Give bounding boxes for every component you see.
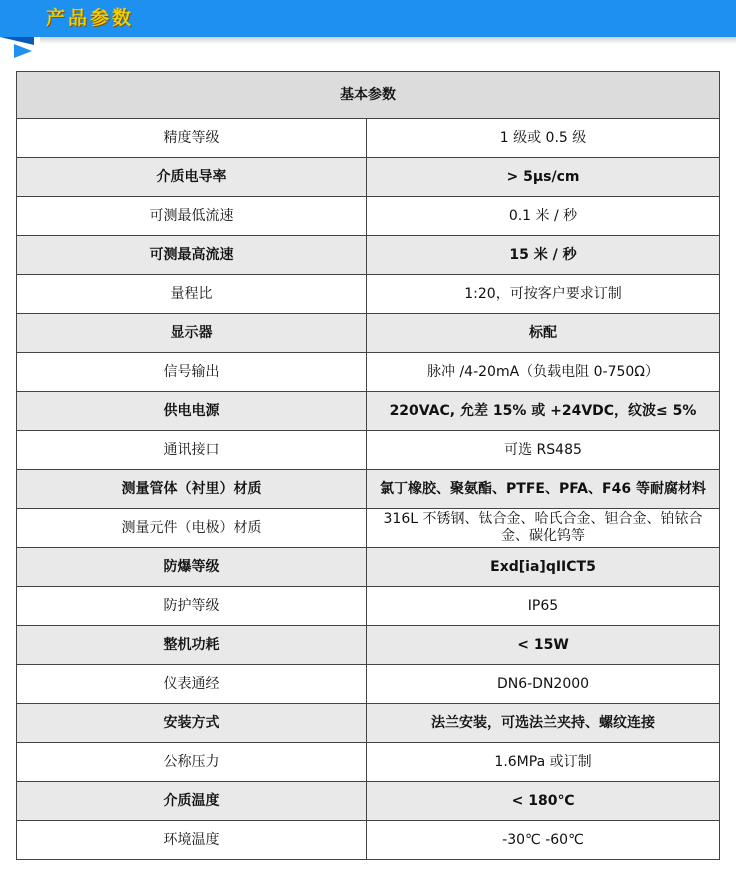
param-label: 信号输出 — [17, 353, 367, 392]
table-row — [17, 509, 720, 548]
param-value: Exd[ia]qIICT5 — [367, 548, 720, 587]
param-value: 可选 RS485 — [367, 431, 720, 470]
table-row — [17, 704, 720, 743]
param-label: 防爆等级 — [17, 548, 367, 587]
param-value: IP65 — [367, 587, 720, 626]
param-label: 安装方式 — [17, 704, 367, 743]
banner-shadow — [40, 37, 736, 44]
param-value: -30℃ -60℃ — [367, 821, 720, 860]
table-row — [17, 470, 720, 509]
param-label: 量程比 — [17, 275, 367, 314]
table-row — [17, 197, 720, 236]
table-row — [17, 275, 720, 314]
table-row — [17, 236, 720, 275]
banner-arrow-icon — [14, 44, 32, 58]
param-label: 可测最低流速 — [17, 197, 367, 236]
table-row — [17, 626, 720, 665]
table-row — [17, 353, 720, 392]
param-label: 测量元件（电极）材质 — [17, 509, 367, 548]
param-label: 防护等级 — [17, 587, 367, 626]
param-label: 介质温度 — [17, 782, 367, 821]
table-row — [17, 314, 720, 353]
param-label: 介质电导率 — [17, 158, 367, 197]
table-header: 基本参数 — [17, 72, 720, 119]
param-value: > 5μs/cm — [367, 158, 720, 197]
param-value: < 180℃ — [367, 782, 720, 821]
param-value: 15 米 / 秒 — [367, 236, 720, 275]
table-row — [17, 587, 720, 626]
param-label: 供电电源 — [17, 392, 367, 431]
section-title: 产品参数 — [46, 7, 135, 29]
param-label: 精度等级 — [17, 119, 367, 158]
param-label: 可测最高流速 — [17, 236, 367, 275]
param-value: 法兰安装，可选法兰夹持、螺纹连接 — [367, 704, 720, 743]
param-value: 标配 — [367, 314, 720, 353]
param-value: 氯丁橡胶、聚氨酯、PTFE、PFA、F46 等耐腐材料 — [367, 470, 720, 509]
table-row — [17, 548, 720, 587]
table-row — [17, 665, 720, 704]
param-value: 0.1 米 / 秒 — [367, 197, 720, 236]
param-label: 仪表通经 — [17, 665, 367, 704]
param-value: 220VAC, 允差 15% 或 +24VDC，纹波≤ 5% — [367, 392, 720, 431]
table-row — [17, 821, 720, 860]
table-row — [17, 431, 720, 470]
param-value: DN6-DN2000 — [367, 665, 720, 704]
table-row — [17, 782, 720, 821]
param-label: 整机功耗 — [17, 626, 367, 665]
param-label: 环境温度 — [17, 821, 367, 860]
table-row — [17, 392, 720, 431]
param-label: 通讯接口 — [17, 431, 367, 470]
param-label: 公称压力 — [17, 743, 367, 782]
param-value: 316L 不锈钢、钛合金、哈氏合金、钽合金、铂铱合金、碳化钨等 — [367, 509, 720, 548]
table-row — [17, 743, 720, 782]
param-value: 1:20，可按客户要求订制 — [367, 275, 720, 314]
param-label: 显示器 — [17, 314, 367, 353]
spec-table — [16, 71, 720, 860]
section-banner — [0, 0, 736, 57]
param-value: 1 级或 0.5 级 — [367, 119, 720, 158]
param-value: < 15W — [367, 626, 720, 665]
param-value: 脉冲 /4-20mA（负载电阻 0-750Ω） — [367, 353, 720, 392]
param-label: 测量管体（衬里）材质 — [17, 470, 367, 509]
table-row — [17, 158, 720, 197]
table-row — [17, 119, 720, 158]
param-value: 1.6MPa 或订制 — [367, 743, 720, 782]
